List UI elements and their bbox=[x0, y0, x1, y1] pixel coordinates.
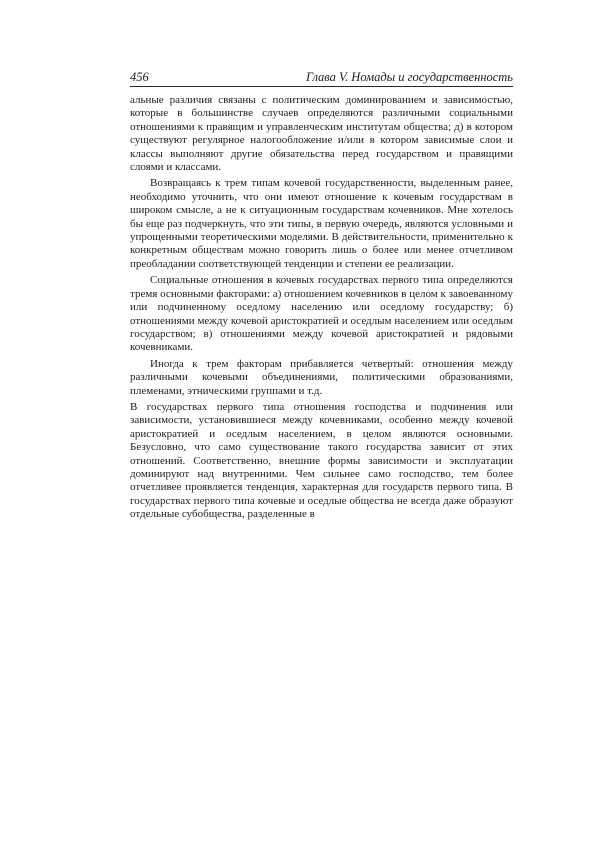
running-title: Глава V. Номады и государственность bbox=[306, 70, 513, 84]
paragraph: В государствах первого типа отношения господства и подчинения или зависимости, установившиеся между кочевниками, особенно между кочевой аристократией и оседлым населением, в целом являются основными. Безусловно, что само существование такого государства зависит от этих отношений. Соответственно, внешние формы зависимости и эксплуатации доминируют над внутренними. Чем сильнее само господство, тем более отчетливее проявляется тенденция, характерная для государств первого типа. В государствах первого типа кочевые и оседлые общества не всегда даже образуют отдельные субобщества, разделенные в bbox=[130, 400, 513, 521]
page-header bbox=[130, 70, 513, 87]
paragraph: Социальные отношения в кочевых государствах первого типа определяются тремя основными факторами: а) отношением кочевников в целом к завоеванному или подчиненному оседлому населению или оседлому государству; б) отношениями между кочевой аристократией и оседлым населением или оседлым государством; в) отношениями между кочевой аристократией и рядовыми кочевниками. bbox=[130, 274, 513, 354]
body-text bbox=[130, 94, 513, 525]
paragraph: Возвращаясь к трем типам кочевой государственности, выделенным ранее, необходимо уточнить, что они имеют отношение к кочевым государствам в широком смысле, а не к ситуационным государствам кочевников. Мне хотелось бы еще раз подчеркнуть, что эти типы, в первую очередь, являются условными и упрощенными теоретическими моделями. В действительности, применительно к конкретным обществам можно говорить лишь о более или менее отчетливом преобладании соответствующей тенденции и степени ее реализации. bbox=[130, 177, 513, 270]
paragraph-continued: альные различия связаны с политическим доминированием и зависимостью, которые в большинстве случаев определяются различными социальными отношениями к правящим и управленческим институтам общества; д) в котором существуют регулярное налогообложение и/или в котором зависимые слои и классы выполняют другие обязательства перед государством и правящими слоями и классами. bbox=[130, 94, 513, 174]
page-number: 456 bbox=[130, 70, 149, 84]
paragraph: Иногда к трем факторам прибавляется четвертый: отношения между различными кочевыми объединениями, политическими образованиями, племенами, этническими группами и т.д. bbox=[130, 357, 513, 397]
